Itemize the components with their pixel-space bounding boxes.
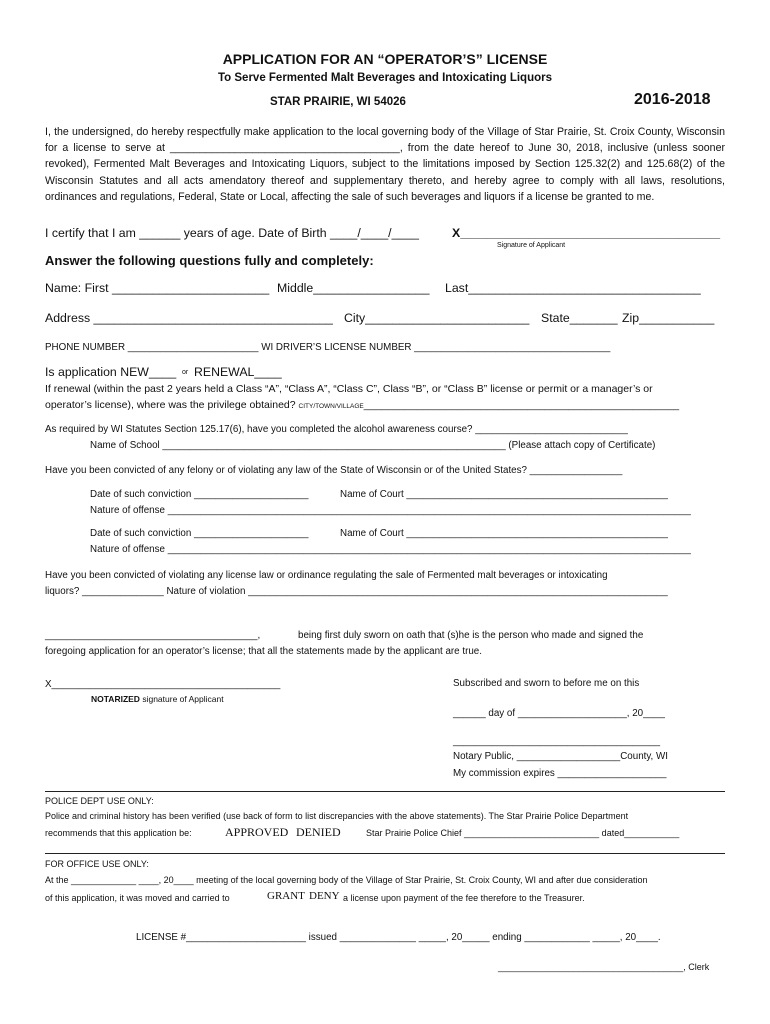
application-new-field[interactable]: Is application NEW____ bbox=[45, 365, 177, 379]
city-field[interactable]: City________________________ bbox=[344, 311, 530, 325]
office-meeting-line[interactable]: At the _____________ ____, 20____ meeting of the local governing body of the Village of Star Prairie, St. Croix County, WI and after due consideration bbox=[45, 875, 648, 885]
intro-paragraph: I, the undersigned, do hereby respectfully make application to the local governing body of the Village of Star Prairie, St. Croix County, Wisconsin for a license to serve at _______________________________________, from the date hereof to June 30, 2018, inclusive (unless sooner revoked), Fermented Malt Beverages and Intoxicating Liquors, subject to the limitations imposed by Section 125.32(2) and 125.68(2) of the Wisconsin Statutes and all acts amendatory thereof and supplementary thereto, and hereby agree to comply with all laws, resolutions, ordinances and regulations, Federal, State or Local, affecting the sale of such beverages and liquors if a license be granted to me. bbox=[45, 126, 725, 203]
notarized-caption bbox=[91, 694, 224, 704]
renewal-question-line1: If renewal (within the past 2 years held a Class “A”, “Class A”, “Class C”, Class “B”, or “Class B” license or permit or a manager’s or bbox=[45, 383, 653, 395]
conviction-date-field[interactable]: Date of such conviction _____________________ bbox=[90, 489, 309, 500]
notarized-signature-line[interactable]: X__________________________________________ bbox=[45, 679, 281, 690]
or-label: or bbox=[182, 369, 189, 376]
answer-heading: Answer the following questions fully and completely: bbox=[45, 253, 374, 268]
notary-county-field[interactable]: Notary Public, ___________________County, WI bbox=[453, 751, 668, 762]
deny-option[interactable]: DENY bbox=[309, 890, 340, 902]
license-number-line[interactable]: LICENSE #______________________ issued ______________ _____, 20_____ ending ____________ _____, 20____. bbox=[136, 932, 661, 943]
applicant-signature-caption: Signature of Applicant bbox=[497, 242, 566, 249]
police-heading: POLICE DEPT USE ONLY: bbox=[45, 796, 154, 806]
denied-option[interactable]: DENIED bbox=[296, 825, 341, 839]
offense-nature-field[interactable]: Nature of offense ________________________________________________________________________________________________ bbox=[90, 544, 691, 555]
office-motion-text: of this application, it was moved and carried to bbox=[45, 893, 230, 903]
awareness-question[interactable]: As required by WI Statutes Section 125.17(6), have you completed the alcohol awareness course? ____________________________ bbox=[45, 424, 628, 435]
police-chief-field[interactable]: Star Prairie Police Chief ___________________________ dated___________ bbox=[366, 828, 680, 838]
application-renewal-field[interactable]: RENEWAL____ bbox=[194, 365, 282, 379]
license-law-answer-field[interactable]: liquors? _______________ Nature of violation _____________________________________________________________________________ bbox=[45, 586, 668, 597]
felony-question[interactable]: Have you been convicted of any felony or of violating any law of the State of Wisconsin or of the United States? _________________ bbox=[45, 465, 623, 476]
approved-option[interactable]: APPROVED bbox=[225, 825, 289, 839]
zip-field[interactable]: Zip___________ bbox=[622, 311, 715, 325]
notary-commission-field[interactable]: My commission expires ____________________ bbox=[453, 768, 667, 779]
police-divider bbox=[45, 791, 725, 792]
notary-signature-field[interactable]: ______________________________________ bbox=[453, 736, 661, 747]
oath-name-field[interactable]: _______________________________________, bbox=[45, 630, 261, 641]
police-verification-text: Police and criminal history has been verified (use back of form to list discrepancies with the above statements). The Star Prairie Police Department bbox=[45, 811, 629, 821]
address-field[interactable]: Address ___________________________________ bbox=[45, 311, 333, 325]
last-name-field[interactable]: Last__________________________________ bbox=[445, 281, 701, 295]
office-fee-text: a license upon payment of the fee therefore to the Treasurer. bbox=[343, 893, 585, 903]
applicant-signature-line[interactable]: X______________________________________ bbox=[452, 226, 721, 240]
office-heading: FOR OFFICE USE ONLY: bbox=[45, 859, 149, 869]
conviction-date-field[interactable]: Date of such conviction _____________________ bbox=[90, 528, 309, 539]
notarized-sig-label: signature of Applicant bbox=[142, 694, 224, 704]
state-field[interactable]: State_______ bbox=[541, 311, 618, 325]
conviction-court-field[interactable]: Name of Court ________________________________________________ bbox=[340, 528, 668, 539]
school-name-field[interactable]: Name of School _______________________________________________________________ (Please attach copy of Certificate) bbox=[90, 440, 656, 451]
grant-option[interactable]: GRANT bbox=[267, 890, 305, 902]
form-subtitle: To Serve Fermented Malt Beverages and Intoxicating Liquors bbox=[217, 72, 552, 84]
phone-license-line[interactable]: PHONE NUMBER ________________________ WI DRIVER’S LICENSE NUMBER ____________________________________ bbox=[45, 342, 611, 353]
notarized-label: NOTARIZED bbox=[91, 694, 140, 704]
subscribed-text: Subscribed and sworn to before me on this bbox=[453, 678, 640, 689]
conviction-court-field[interactable]: Name of Court ________________________________________________ bbox=[340, 489, 668, 500]
renewal-question-text: operator’s license), where was the privilege obtained? bbox=[45, 399, 296, 411]
notary-day-field[interactable]: ______ day of ____________________, 20____ bbox=[453, 708, 665, 719]
license-law-question: Have you been convicted of violating any license law or ordinance regulating the sale of Fermented malt beverages or intoxicating bbox=[45, 570, 608, 581]
form-title: APPLICATION FOR AN “OPERATOR’S” LICENSE bbox=[222, 51, 548, 67]
oath-text-line2: foregoing application for an operator’s license; that all the statements made by the applicant are true. bbox=[45, 646, 482, 657]
renewal-question-line2 bbox=[45, 399, 679, 411]
office-divider bbox=[45, 853, 725, 854]
middle-name-field[interactable]: Middle_________________ bbox=[277, 281, 430, 295]
form-years: 2016-2018 bbox=[634, 91, 711, 108]
oath-text: being first duly sworn on oath that (s)he is the person who made and signed the bbox=[298, 630, 644, 641]
city-town-village-label: CITY/TOWN/VILLAGE bbox=[298, 403, 364, 410]
police-recommends-text: recommends that this application be: bbox=[45, 828, 192, 838]
first-name-field[interactable]: Name: First _______________________ bbox=[45, 281, 270, 295]
form-location: STAR PRAIRIE, WI 54026 bbox=[270, 96, 406, 108]
renewal-location-field[interactable]: ______________________________________________________ bbox=[363, 399, 680, 411]
age-dob-line[interactable]: I certify that I am ______ years of age. Date of Birth ____/____/____ bbox=[45, 226, 419, 240]
clerk-signature-field[interactable]: _____________________________________, Clerk bbox=[498, 962, 710, 972]
offense-nature-field[interactable]: Nature of offense ________________________________________________________________________________________________ bbox=[90, 505, 691, 516]
